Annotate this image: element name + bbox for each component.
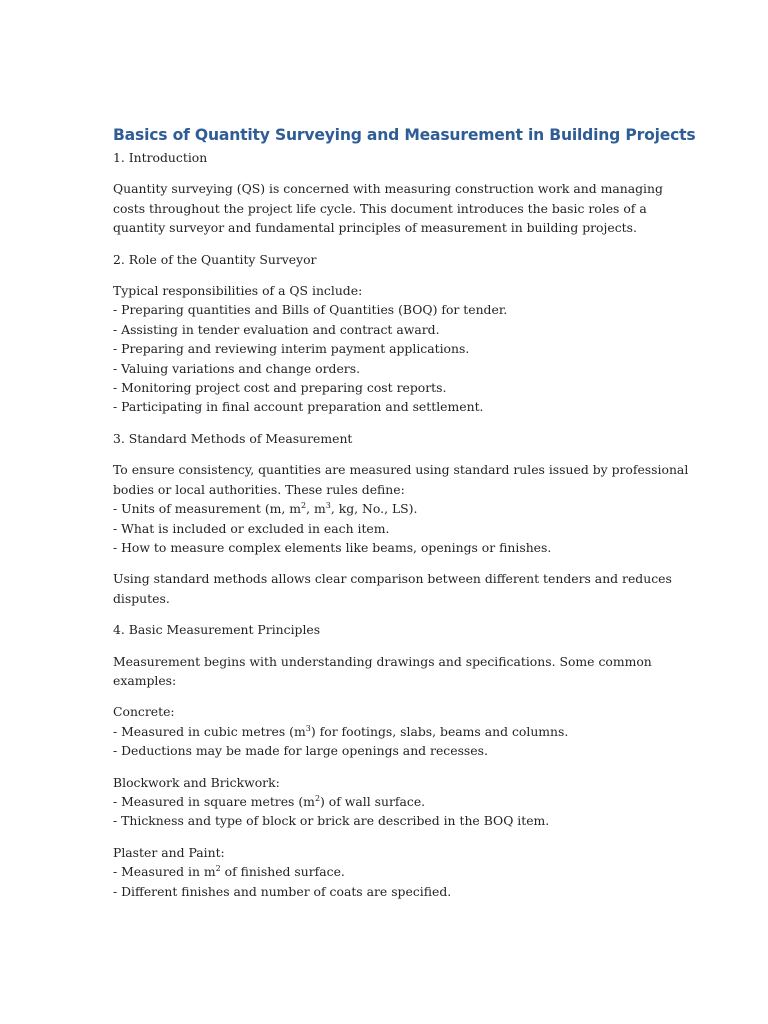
text-run: , kg, No., LS).	[330, 501, 418, 517]
list-item	[113, 792, 673, 811]
text-run: - Units of measurement (m, m	[113, 501, 302, 517]
list-intro: Typical responsibilities of a QS include:	[113, 283, 363, 299]
text-run: - Measured in square metres (m	[113, 793, 315, 809]
text-line: disputes.	[113, 590, 170, 606]
superscript: 3	[325, 500, 331, 510]
blockwork-block	[113, 773, 673, 831]
text-line: Measurement begins with understanding drawings and specifications. Some common	[113, 653, 652, 669]
list-item: - How to measure complex elements like beams, openings or finishes.	[113, 539, 552, 555]
text-run: of finished surface.	[220, 864, 345, 880]
text-run: , m	[306, 501, 326, 517]
section-heading-measurement-principles: 4. Basic Measurement Principles	[113, 622, 321, 638]
list-item: - Different finishes and number of coats are specified.	[113, 883, 452, 899]
list-item: - What is included or excluded in each item.	[113, 520, 390, 536]
list-item	[113, 722, 673, 741]
list-item: - Monitoring project cost and preparing cost reports.	[113, 380, 447, 396]
standard-methods-paragraph	[113, 460, 689, 557]
list-item: - Preparing quantities and Bills of Quantities (BOQ) for tender.	[113, 302, 508, 318]
subsection-label-blockwork: Blockwork and Brickwork:	[113, 774, 280, 790]
document-title: Basics of Quantity Surveying and Measurement in Building Projects	[113, 126, 696, 144]
list-item: - Deductions may be made for large openings and recesses.	[113, 743, 488, 759]
text-line: examples:	[113, 672, 177, 688]
text-run: ) for footings, slabs, beams and columns.	[310, 723, 569, 739]
section-heading-role: 2. Role of the Quantity Surveyor	[113, 251, 317, 267]
subsection-label-plaster: Plaster and Paint:	[113, 844, 225, 860]
superscript: 2	[215, 864, 221, 874]
concrete-block	[113, 702, 673, 760]
plaster-block	[113, 843, 673, 901]
superscript: 3	[305, 723, 311, 733]
text-run: - Measured in cubic metres (m	[113, 723, 306, 739]
introduction-paragraph	[113, 179, 673, 237]
list-item: - Thickness and type of block or brick are described in the BOQ item.	[113, 813, 550, 829]
section-heading-standard-methods: 3. Standard Methods of Measurement	[113, 430, 353, 446]
list-item-units	[113, 499, 673, 518]
text-run: - Measured in m	[113, 864, 216, 880]
superscript: 2	[314, 793, 321, 803]
list-item	[113, 862, 673, 881]
text-line: Quantity surveying (QS) is concerned with measuring construction work and managing	[113, 181, 663, 197]
document-body	[113, 124, 696, 913]
subsection-label-concrete: Concrete:	[113, 704, 175, 720]
list-item: - Preparing and reviewing interim payment applications.	[113, 341, 470, 357]
section-heading-introduction: 1. Introduction	[113, 150, 208, 165]
superscript: 2	[301, 500, 307, 510]
text-line: quantity surveyor and fundamental principles of measurement in building projects.	[113, 220, 637, 236]
standard-methods-closing	[113, 569, 673, 608]
text-line: Using standard methods allows clear comparison between different tenders and reduces	[113, 571, 672, 587]
text-line: costs throughout the project life cycle. This document introduces the basic roles of a	[113, 200, 647, 216]
text-line: bodies or local authorities. These rules define:	[113, 481, 405, 497]
list-item: - Assisting in tender evaluation and contract award.	[113, 321, 440, 337]
list-item: - Valuing variations and change orders.	[113, 360, 361, 376]
role-responsibilities-list	[113, 281, 673, 417]
text-line: To ensure consistency, quantities are measured using standard rules issued by professional	[113, 462, 689, 478]
text-run: ) of wall surface.	[320, 793, 426, 809]
principles-intro	[113, 652, 673, 691]
list-item: - Participating in final account preparation and settlement.	[113, 399, 484, 415]
